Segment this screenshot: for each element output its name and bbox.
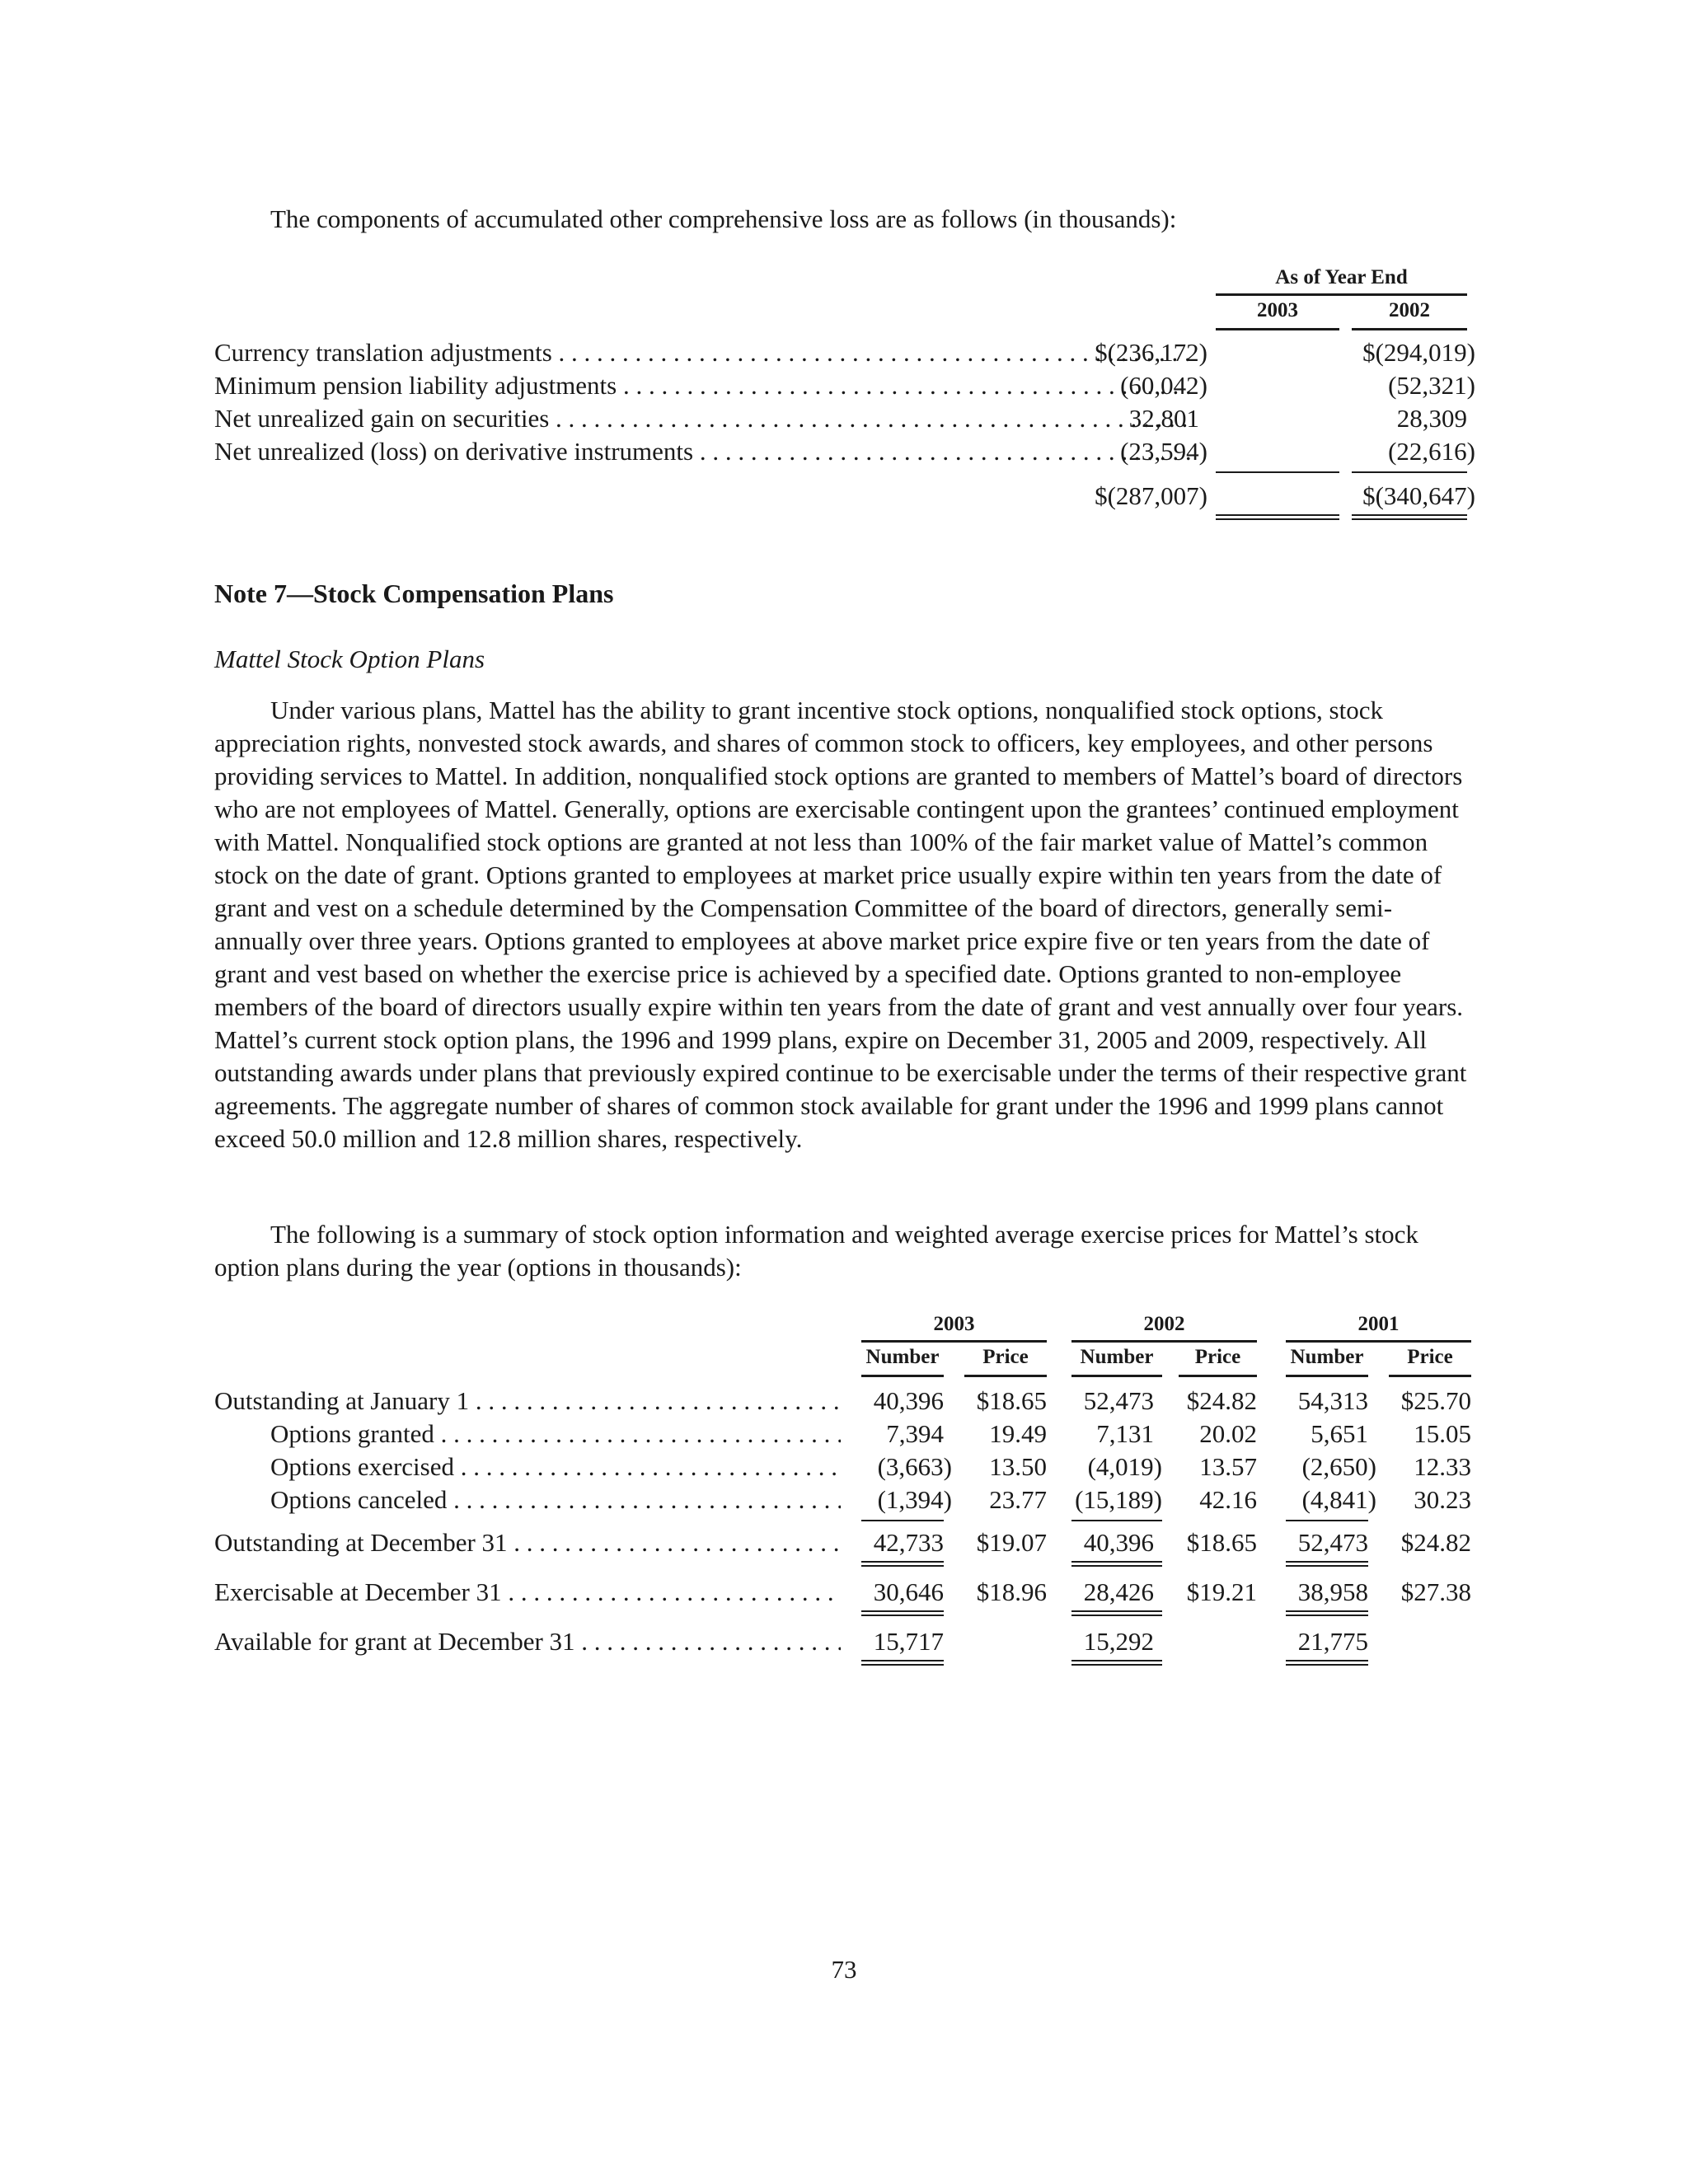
number-2002: (15,189) bbox=[1075, 1485, 1162, 1514]
divider bbox=[1071, 1520, 1162, 1521]
price-header: Price bbox=[1407, 1346, 1453, 1368]
table-row bbox=[214, 402, 1475, 435]
total-2002: $(340,647) bbox=[1362, 481, 1475, 510]
number-2003: 42,733 bbox=[873, 1528, 944, 1557]
row-label: Options exercised . . . bbox=[270, 1451, 841, 1483]
price-2002: 13.57 bbox=[1199, 1452, 1257, 1481]
total-2003: $(287,007) bbox=[1095, 481, 1207, 510]
divider bbox=[1286, 1660, 1368, 1666]
price-2003: 13.50 bbox=[989, 1452, 1047, 1481]
value-2003: (60,042) bbox=[1120, 371, 1207, 400]
value-2003: (23,594) bbox=[1120, 437, 1207, 466]
number-header: Number bbox=[1080, 1346, 1154, 1368]
section-subheading: Mattel Stock Option Plans bbox=[214, 644, 485, 673]
number-2001: 52,473 bbox=[1297, 1528, 1368, 1557]
value-2003: $(236,172) bbox=[1095, 338, 1207, 367]
price-2002: $18.65 bbox=[1186, 1528, 1257, 1557]
year-header-2002: 2002 bbox=[1389, 299, 1430, 321]
table-row bbox=[214, 1526, 1475, 1559]
price-2001: 30.23 bbox=[1414, 1485, 1471, 1514]
divider bbox=[1071, 1660, 1162, 1666]
note-heading: Note 7—Stock Compensation Plans bbox=[214, 579, 614, 608]
divider bbox=[1286, 1610, 1368, 1616]
number-2001: 21,775 bbox=[1297, 1627, 1368, 1656]
page-number: 73 bbox=[831, 1955, 857, 1984]
number-2003: 40,396 bbox=[873, 1386, 944, 1415]
year-header-2003: 2003 bbox=[933, 1313, 975, 1335]
number-2001: (4,841) bbox=[1301, 1485, 1376, 1514]
row-label: Options granted . . . bbox=[270, 1418, 841, 1451]
table-row bbox=[214, 435, 1475, 468]
summary-paragraph: The following is a summary of stock option information and weighted average exercise prices for Mattel’s stock option plans during the year (options in thousands): bbox=[214, 1220, 1418, 1282]
divider bbox=[861, 1375, 944, 1377]
value-2002: $(294,019) bbox=[1362, 338, 1475, 367]
price-header: Price bbox=[982, 1346, 1029, 1368]
divider bbox=[1286, 1375, 1368, 1377]
total-row bbox=[214, 480, 1475, 513]
year-header-2001: 2001 bbox=[1357, 1313, 1400, 1335]
number-2003: 7,394 bbox=[886, 1419, 944, 1448]
price-2003: 23.77 bbox=[989, 1485, 1047, 1514]
divider bbox=[1216, 293, 1467, 296]
number-2002: (4,019) bbox=[1087, 1452, 1162, 1481]
row-label: Net unrealized gain on securities . . . bbox=[214, 402, 1191, 435]
as-of-year-end-header: As of Year End bbox=[1275, 266, 1408, 288]
table-row bbox=[214, 1418, 1475, 1451]
price-2001: 15.05 bbox=[1414, 1419, 1471, 1448]
table-row bbox=[214, 1483, 1475, 1516]
row-label: Net unrealized (loss) on derivative instruments . . . bbox=[214, 435, 1191, 468]
table-row bbox=[214, 1576, 1475, 1609]
divider bbox=[861, 1610, 944, 1616]
number-2001: 5,651 bbox=[1311, 1419, 1368, 1448]
table-row bbox=[214, 369, 1475, 402]
row-label: Options canceled . . . bbox=[270, 1483, 841, 1516]
divider bbox=[964, 1375, 1047, 1377]
price-2001: $25.70 bbox=[1400, 1386, 1471, 1415]
row-label: Minimum pension liability adjustments . . . bbox=[214, 369, 1191, 402]
divider bbox=[1071, 1340, 1257, 1343]
price-2003: 19.49 bbox=[989, 1419, 1047, 1448]
divider bbox=[861, 1520, 944, 1521]
number-2002: 15,292 bbox=[1083, 1627, 1154, 1656]
value-2002: 28,309 bbox=[1396, 404, 1467, 433]
price-2003: $18.96 bbox=[976, 1577, 1047, 1606]
table-row bbox=[214, 1625, 1475, 1658]
divider bbox=[861, 1660, 944, 1666]
row-label: Currency translation adjustments . . . bbox=[214, 336, 1191, 369]
table-row bbox=[214, 1385, 1475, 1418]
divider bbox=[861, 1340, 1047, 1343]
price-2003: $18.65 bbox=[976, 1386, 1047, 1415]
number-2002: 7,131 bbox=[1096, 1419, 1154, 1448]
divider bbox=[1179, 1375, 1257, 1377]
price-2001: $27.38 bbox=[1400, 1577, 1471, 1606]
price-2002: $19.21 bbox=[1186, 1577, 1257, 1606]
value-2003: 32,801 bbox=[1128, 404, 1199, 433]
divider bbox=[1352, 471, 1467, 473]
number-2001: 54,313 bbox=[1297, 1386, 1368, 1415]
divider bbox=[1216, 514, 1339, 520]
intro-paragraph: The components of accumulated other comprehensive loss are as follows (in thousands): bbox=[270, 204, 1177, 233]
divider bbox=[1286, 1561, 1368, 1567]
price-2002: $24.82 bbox=[1186, 1386, 1257, 1415]
divider bbox=[1071, 1561, 1162, 1567]
number-2003: (3,663) bbox=[877, 1452, 952, 1481]
year-header-2002: 2002 bbox=[1143, 1313, 1185, 1335]
divider bbox=[1352, 328, 1467, 330]
divider bbox=[1286, 1520, 1368, 1521]
price-2002: 20.02 bbox=[1199, 1419, 1257, 1448]
value-2002: (22,616) bbox=[1388, 437, 1475, 466]
price-2001: 12.33 bbox=[1414, 1452, 1471, 1481]
number-header: Number bbox=[1290, 1346, 1364, 1368]
divider bbox=[1071, 1610, 1162, 1616]
row-label: Available for grant at December 31 . . . bbox=[214, 1625, 841, 1658]
divider bbox=[1286, 1340, 1471, 1343]
divider bbox=[1216, 471, 1339, 473]
number-2003: 15,717 bbox=[873, 1627, 944, 1656]
table-row bbox=[214, 1451, 1475, 1483]
divider bbox=[861, 1561, 944, 1567]
row-label: Outstanding at January 1 . . . bbox=[214, 1385, 841, 1418]
price-header: Price bbox=[1194, 1346, 1241, 1368]
row-label: Outstanding at December 31 . . . bbox=[214, 1526, 841, 1559]
year-header-2003: 2003 bbox=[1257, 299, 1298, 321]
row-label: Exercisable at December 31 . . . bbox=[214, 1576, 841, 1609]
number-2002: 52,473 bbox=[1083, 1386, 1154, 1415]
price-2001: $24.82 bbox=[1400, 1528, 1471, 1557]
number-2002: 40,396 bbox=[1083, 1528, 1154, 1557]
plans-paragraph: Under various plans, Mattel has the ability to grant incentive stock options, nonqualified stock options, stock appreciation rights, nonvested stock awards, and shares of common stock to officers, key employees, and other persons providing services to Mattel. In addition, nonqualified stock options are granted to members of Mattel’s board of directors who are not employees of Mattel. Generally, options are exercisable contingent upon the grantees’ continued employment with Mattel. Nonqualified stock options are granted at not less than 100% of the fair market value of Mattel’s common stock on the date of grant. Options granted to employees at market price usually expire within ten years from the date of grant and vest on a schedule determined by the Compensation Committee of the board of directors, generally semi-annually over three years. Options granted to employees at above market price expire five or ten years from the date of grant and vest based on whether the exercise price is achieved by a specified date. Options granted to non-employee members of the board of directors usually expire within ten years from the date of grant and vest annually over four years. Mattel’s current stock option plans, the 1996 and 1999 plans, expire on December 31, 2005 and 2009, respectively. All outstanding awards under plans that previously expired continue to be exercisable under the terms of their respective grant agreements. The aggregate number of shares of common stock available for grant under the 1996 and 1999 plans cannot exceed 50.0 million and 12.8 million shares, respectively. bbox=[214, 696, 1467, 1153]
table-row bbox=[214, 336, 1475, 369]
number-2003: 30,646 bbox=[873, 1577, 944, 1606]
price-2003: $19.07 bbox=[976, 1528, 1047, 1557]
number-2001: 38,958 bbox=[1297, 1577, 1368, 1606]
divider bbox=[1389, 1375, 1471, 1377]
divider bbox=[1216, 328, 1339, 330]
divider bbox=[1352, 514, 1467, 520]
value-2002: (52,321) bbox=[1388, 371, 1475, 400]
divider bbox=[1071, 1375, 1162, 1377]
number-2001: (2,650) bbox=[1301, 1452, 1376, 1481]
number-2002: 28,426 bbox=[1083, 1577, 1154, 1606]
price-2002: 42.16 bbox=[1199, 1485, 1257, 1514]
number-2003: (1,394) bbox=[877, 1485, 952, 1514]
number-header: Number bbox=[865, 1346, 940, 1368]
